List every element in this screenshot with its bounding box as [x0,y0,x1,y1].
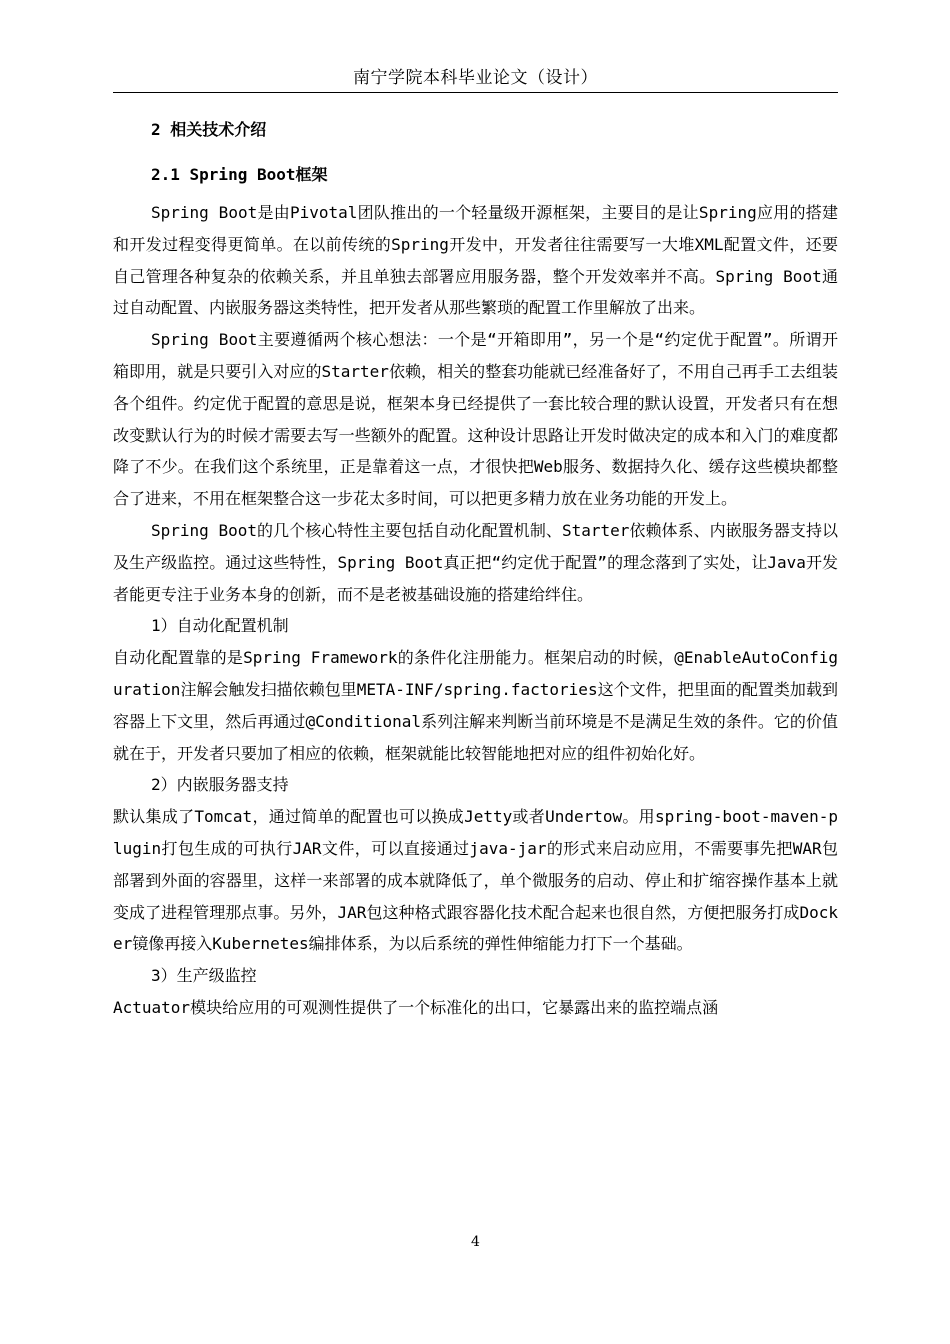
section-heading: 2.1 Spring Boot框架 [151,165,328,184]
paragraph-monitoring: Actuator模块给应用的可观测性提供了一个标准化的出口，它暴露出来的监控端点涵 [113,997,719,1017]
header-divider [113,92,838,93]
paragraph-intro: Spring Boot是由Pivotal团队推出的一个轻量级开源框架，主要目的是让Spring应用的搭建和开发过程变得更简单。在以前传统的Spring开发中，开发者往往需要写一大堆XML配置文件，还要自己管理各种复杂的依赖关系，并且单独去部署应用服务器，整个开发效率并不高。Spring Boot通过自动配置、内嵌服务器这类特性，把开发者从那些繁琐的配置工作里解放了出来。 [113,203,838,318]
page-number: 4 [471,1234,480,1250]
subheading-embedded-server: 2）内嵌服务器支持 [151,775,289,795]
paragraph-core-features: Spring Boot的几个核心特性主要包括自动化配置机制、Starter依赖体系、内嵌服务器支持以及生产级监控。通过这些特性，Spring Boot真正把“约定优于配置”的理念落到了实处，让Java开发者能更专注于业务本身的创新，而不是老被基础设施的搭建给绊住。 [113,520,838,604]
paragraph-principles: Spring Boot主要遵循两个核心想法：一个是“开箱即用”，另一个是“约定优于配置”。所谓开箱即用，就是只要引入对应的Starter依赖，相关的整套功能就已经准备好了，不用自己再手工去组装各个组件。约定优于配置的意思是说，框架本身已经提供了一套比较合理的默认设置，开发者只有在想改变默认行为的时候才需要去写一些额外的配置。这种设计思路让开发时做决定的成本和入门的难度都降了不少。在我们这个系统里，正是靠着这一点，才很快把Web服务、数据持久化、缓存这些模块都整合了进来，不用在框架整合这一步花太多时间，可以把更多精力放在业务功能的开发上。 [113,330,838,509]
page-body [113,113,838,1024]
page-header: 南宁学院本科毕业论文（设计） [353,68,598,88]
subheading-auto-config: 1）自动化配置机制 [151,616,289,636]
chapter-heading: 2 相关技术介绍 [151,120,267,139]
subheading-monitoring: 3）生产级监控 [151,966,257,986]
paragraph-auto-config: 自动化配置靠的是Spring Framework的条件化注册能力。框架启动的时候，@EnableAutoConfiguration注解会触发扫描依赖包里META-INF/spring.factories这个文件，把里面的配置类加载到容器上下文里，然后再通过@Conditional系列注解来判断当前环境是不是满足生效的条件。它的价值就在于，开发者只要加了相应的依赖，框架就能比较智能地把对应的组件初始化好。 [113,648,838,763]
paragraph-embedded-server: 默认集成了Tomcat，通过简单的配置也可以换成Jetty或者Undertow。用spring-boot-maven-plugin打包生成的可执行JAR文件，可以直接通过java-jar的形式来启动应用，不需要事先把WAR包部署到外面的容器里，这样一来部署的成本就降低了，单个微服务的启动、停止和扩缩容操作基本上就变成了进程管理那点事。另外，JAR包这种格式跟容器化技术配合起来也很自然，方便把服务打成Docker镜像再接入Kubernetes编排体系，为以后系统的弹性伸缩能力打下一个基础。 [113,807,838,954]
